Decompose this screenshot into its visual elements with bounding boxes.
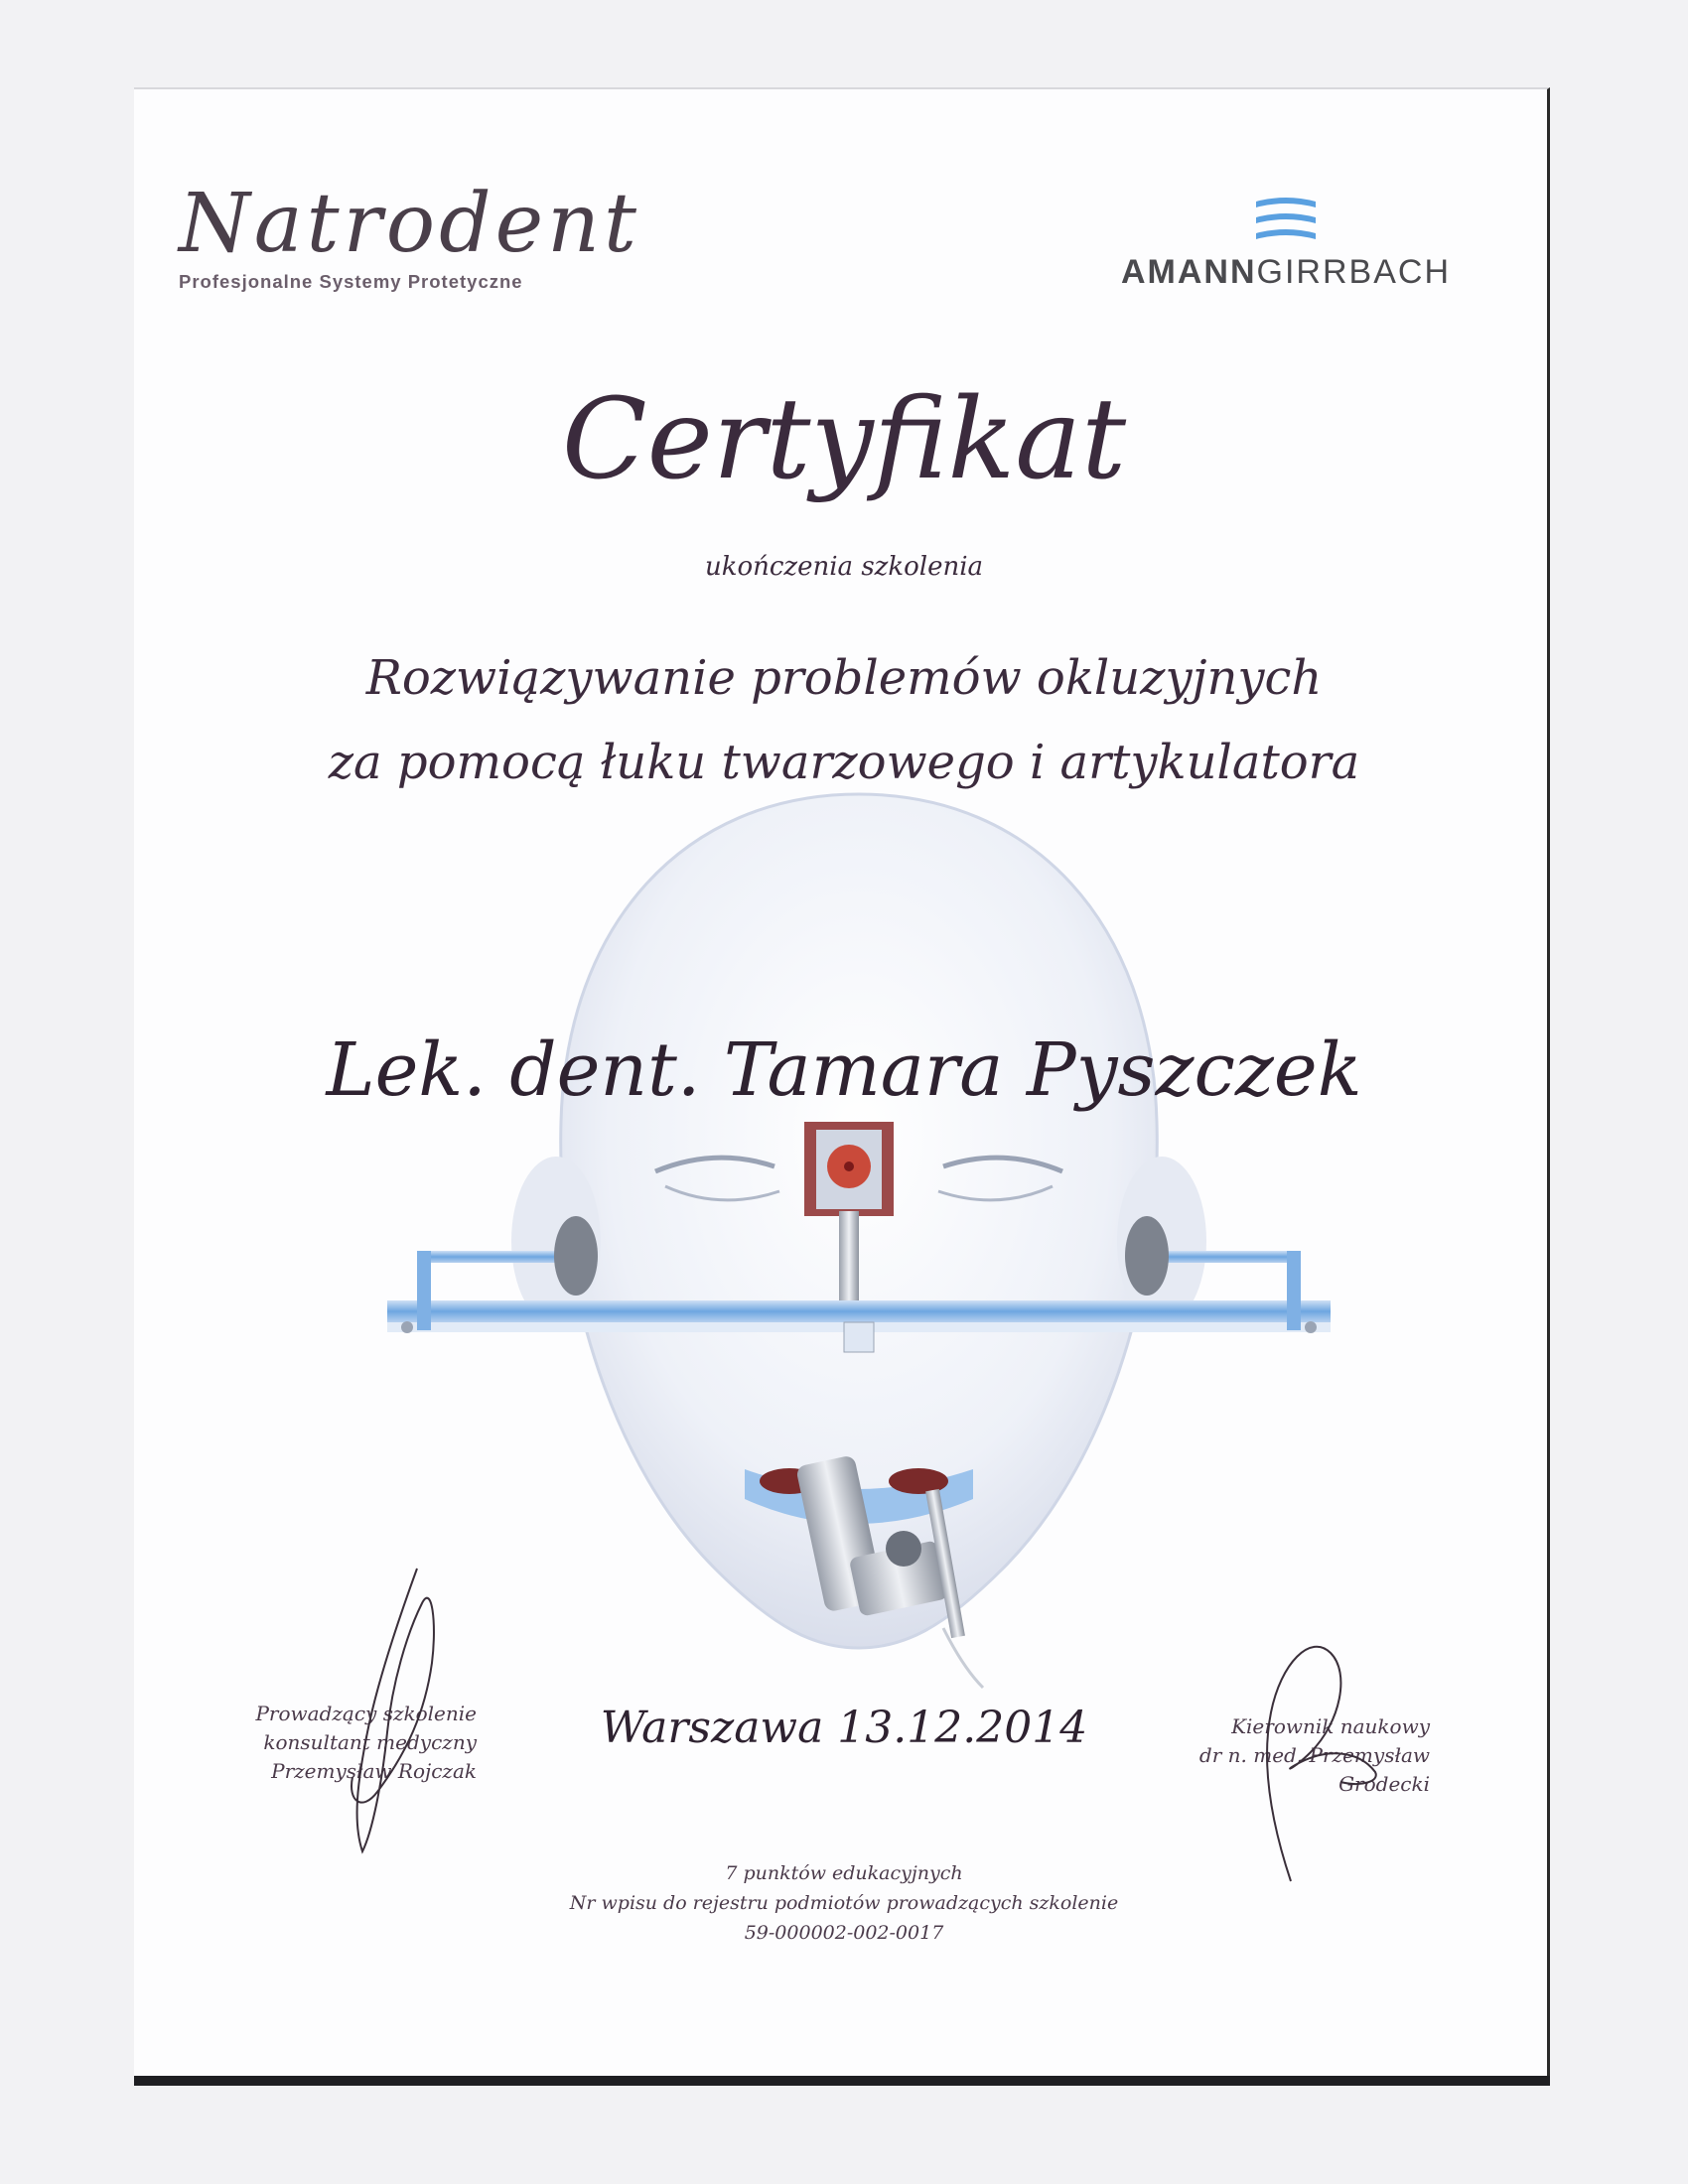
natrodent-tagline: Profesjonalne Systemy Protetyczne [179, 271, 523, 292]
amann-girrbach-logo [1112, 194, 1460, 292]
recipient-name: Lek. dent. Tamara Pyszczek [326, 1027, 1362, 1113]
certificate-subtitle: ukończenia szkolenia [704, 552, 984, 582]
girrbach-text: GIRRBACH [1256, 253, 1451, 291]
place-and-date: Warszawa 13.12.2014 [600, 1703, 1088, 1753]
left-signatory-title: konsultant medyczny [263, 1730, 477, 1754]
right-signatory-role: Kierownik naukowy [1231, 1714, 1430, 1738]
left-signatory-role: Prowadzący szkolenie [255, 1702, 477, 1725]
footer-info [496, 1858, 1192, 1948]
registry-label: Nr wpisu do rejestru podmiotów prowadzących szkolenie [569, 1892, 1119, 1914]
amann-wave-icon [1256, 194, 1316, 245]
left-handwritten-signature [338, 1564, 447, 1861]
educational-points: 7 punktów edukacyjnych [725, 1862, 963, 1884]
registry-number: 59-000002-002-0017 [744, 1922, 944, 1944]
natrodent-wordmark: Natrodent [179, 177, 640, 271]
page-edge-shadow [134, 2076, 1550, 2086]
facebow-illustration [387, 774, 1331, 1698]
left-signatory-name: Przemysław Rojczak [271, 1759, 477, 1783]
course-title-line1: Rozwiązywanie problemów okluzyjnych [365, 650, 1323, 706]
course-title-line2: za pomocą łuku twarzowego i artykulatora [328, 735, 1360, 790]
amann-bold-text: AMANN [1120, 253, 1257, 291]
right-handwritten-signature [1231, 1623, 1390, 1891]
right-signatory-name: dr n. med. Przemysław Grodecki [1198, 1743, 1430, 1796]
certificate-title: Certyfikat [561, 375, 1127, 504]
natrodent-logo [179, 177, 695, 293]
amann-girrbach-wordmark [1112, 253, 1460, 292]
